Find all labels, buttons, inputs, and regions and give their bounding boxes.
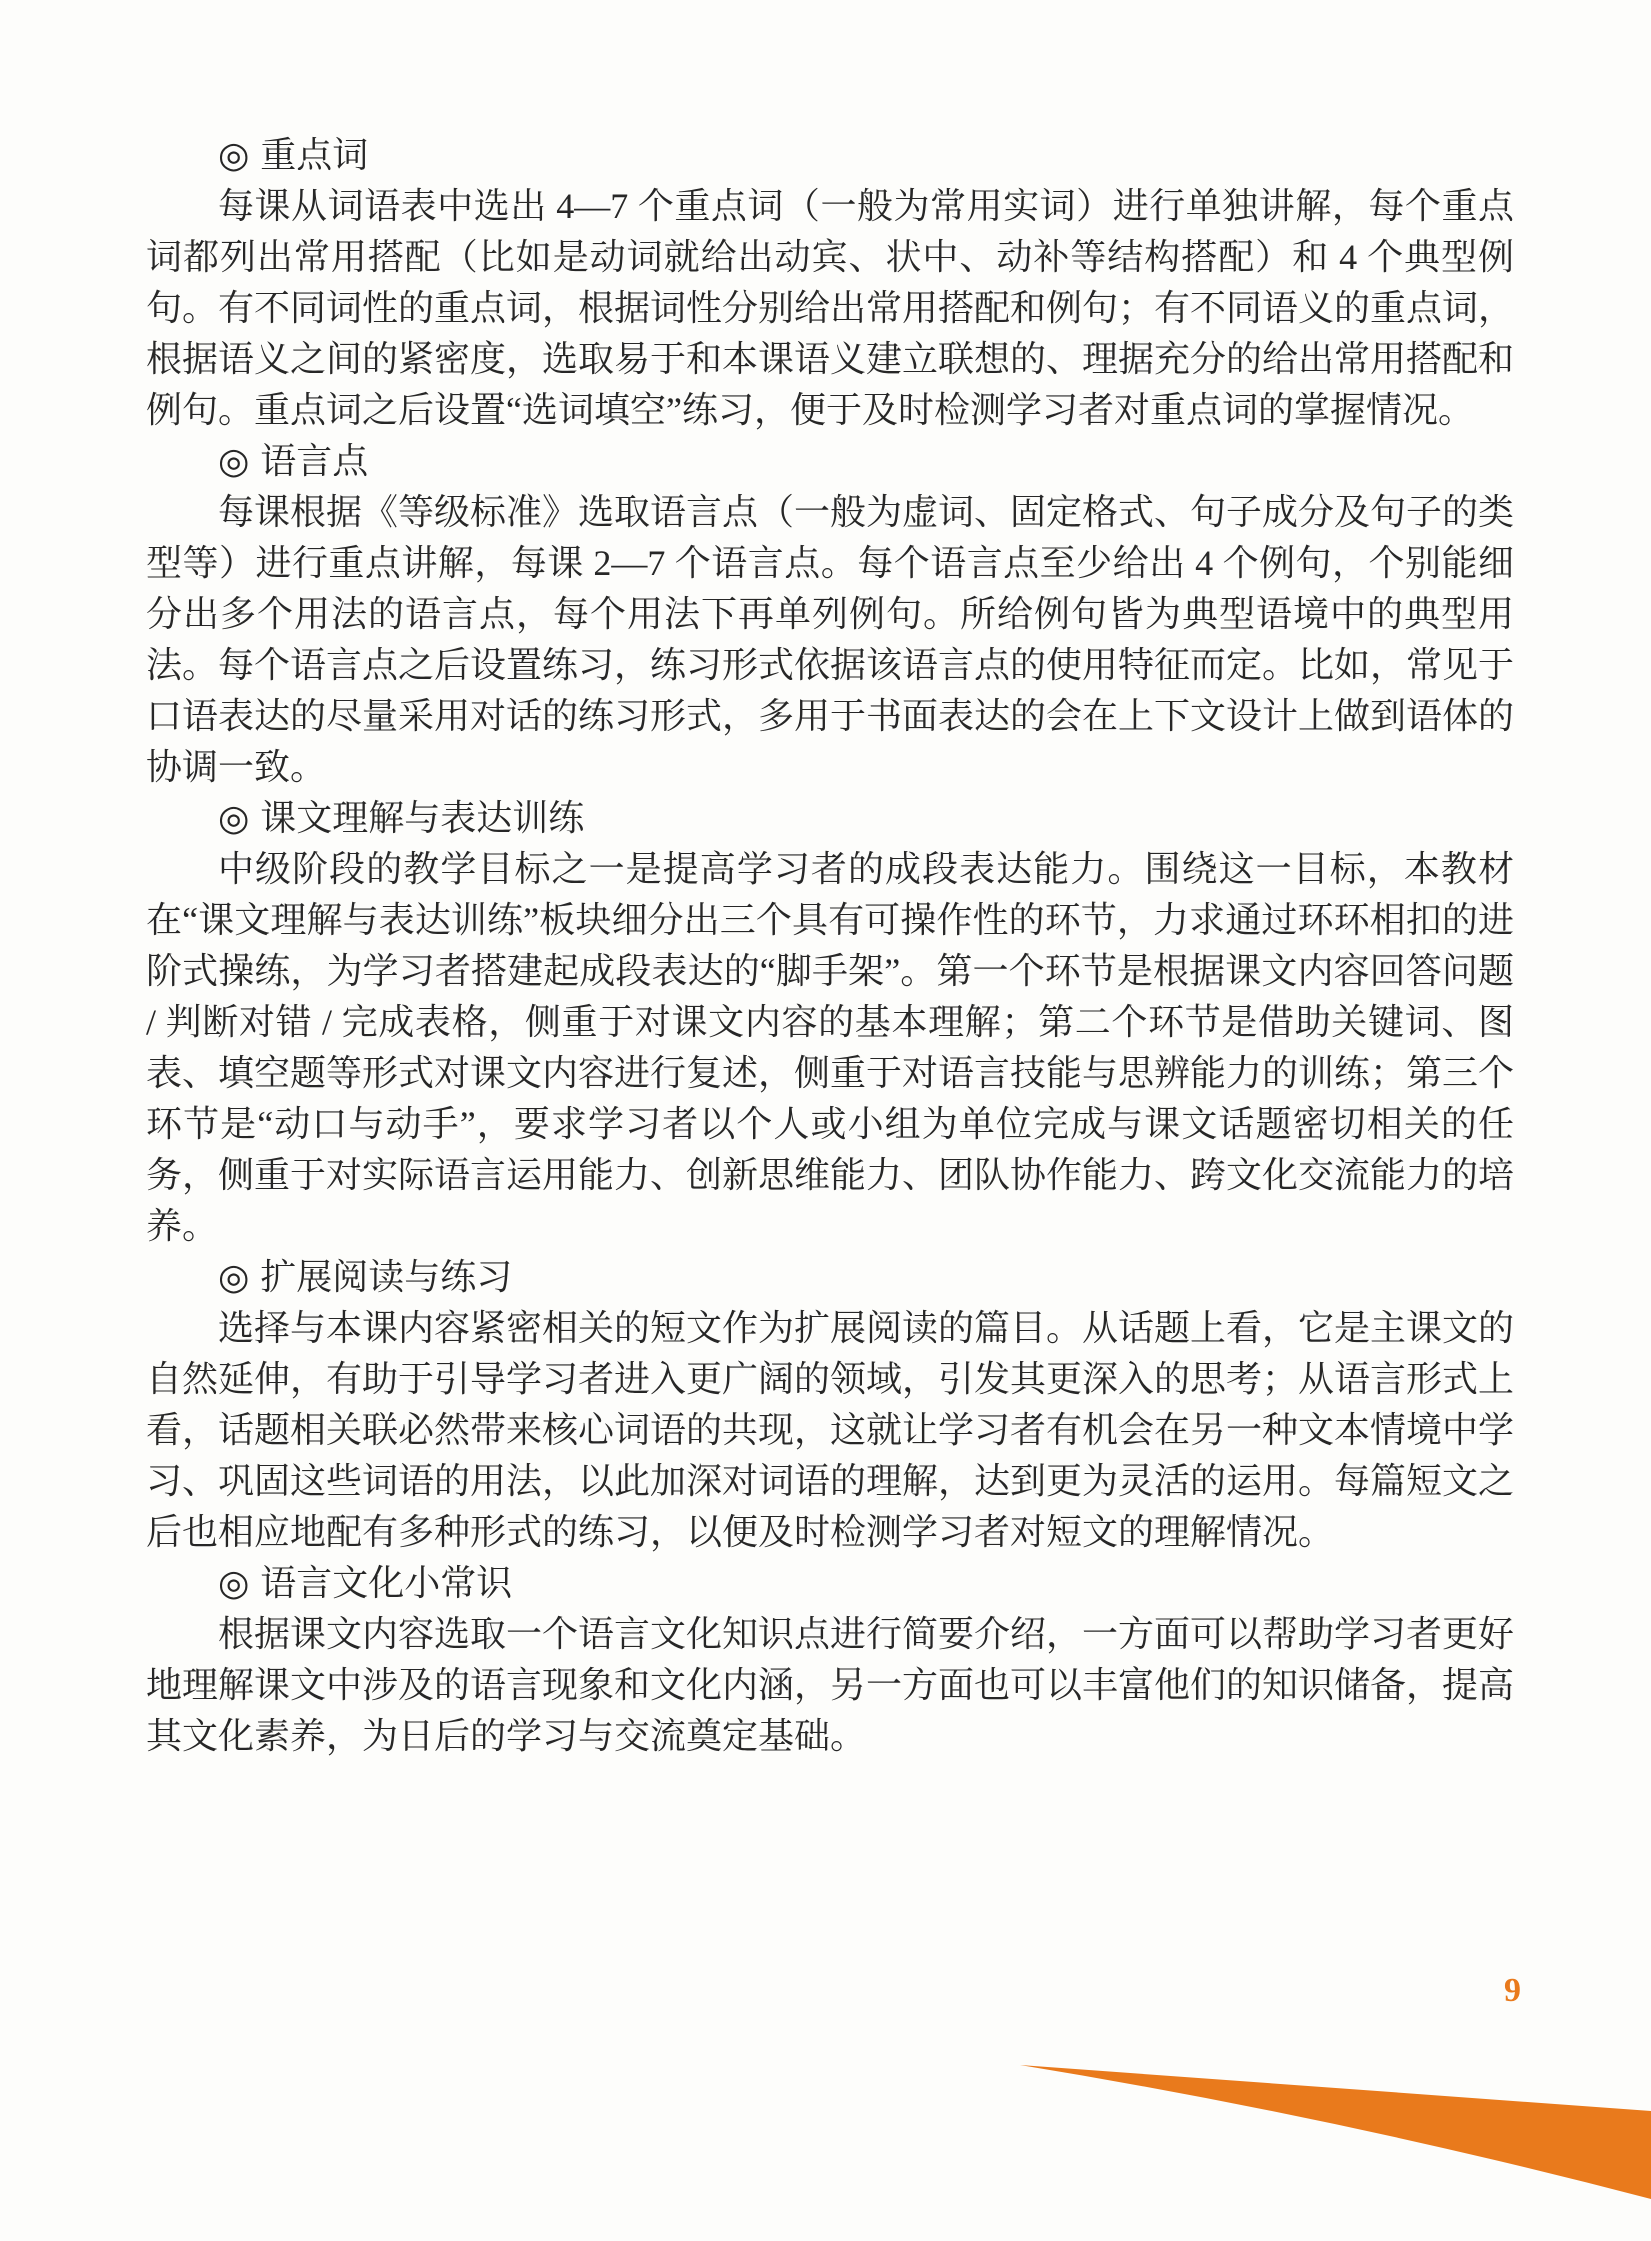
page-content xyxy=(146,130,1514,1762)
section-bullet-icon: ◎ xyxy=(218,441,250,481)
section-paragraph: 每课从词语表中选出 4—7 个重点词（一般为常用实词）进行单独讲解，每个重点词都列出常用搭配（比如是动词就给出动宾、状中、动补等结构搭配）和 4 个典型例句。有不同词性的重点词，根据词性分别给出常用搭配和例句；有不同语义的重点词，根据语义之间的紧密度，选取易于和本课语义建立联想的、理据充分的给出常用搭配和例句。重点词之后设置“选词填空”练习，便于及时检测学习者对重点词的掌握情况。 xyxy=(146,186,1515,430)
section-title: 重点词 xyxy=(260,135,369,175)
corner-swoosh-shape xyxy=(1018,2045,1651,2205)
section-language-points xyxy=(146,436,1514,793)
section-bullet-icon: ◎ xyxy=(218,1563,250,1603)
section-bullet-icon: ◎ xyxy=(218,798,250,838)
section-heading xyxy=(146,436,1514,487)
corner-decoration xyxy=(1018,2045,1651,2205)
section-heading xyxy=(146,1252,1514,1303)
section-keywords xyxy=(146,130,1514,436)
section-paragraph: 根据课文内容选取一个语言文化知识点进行简要介绍，一方面可以帮助学习者更好地理解课文中涉及的语言现象和文化内涵，另一方面也可以丰富他们的知识储备，提高其文化素养，为日后的学习与交流奠定基础。 xyxy=(146,1614,1515,1756)
section-heading xyxy=(146,1558,1514,1609)
section-paragraph: 选择与本课内容紧密相关的短文作为扩展阅读的篇目。从话题上看，它是主课文的自然延伸，有助于引导学习者进入更广阔的领域，引发其更深入的思考；从语言形式上看，话题相关联必然带来核心词语的共现，这就让学习者有机会在另一种文本情境中学习、巩固这些词语的用法，以此加深对词语的理解，达到更为灵活的运用。每篇短文之后也相应地配有多种形式的练习，以便及时检测学习者对短文的理解情况。 xyxy=(146,1308,1515,1552)
section-paragraph: 中级阶段的教学目标之一是提高学习者的成段表达能力。围绕这一目标，本教材在“课文理解与表达训练”板块细分出三个具有可操作性的环节，力求通过环环相扣的进阶式操练，为学习者搭建起成段表达的“脚手架”。第一个环节是根据课文内容回答问题 / 判断对错 / 完成表格，侧重于对课文内容的基本理解；第二个环节是借助关键词、图表、填空题等形式对课文内容进行复述，侧重于对语言技能与思辨能力的训练；第三个环节是“动口与动手”，要求学习者以个人或小组为单位完成与课文话题密切相关的任务，侧重于对实际语言运用能力、创新思维能力、团队协作能力、跨文化交流能力的培养。 xyxy=(146,849,1515,1246)
section-heading xyxy=(146,130,1514,181)
page-number: 9 xyxy=(1504,1972,1521,2009)
section-heading xyxy=(146,793,1514,844)
section-extended-reading xyxy=(146,1252,1514,1558)
section-title: 语言文化小常识 xyxy=(260,1563,513,1603)
section-title: 扩展阅读与练习 xyxy=(260,1257,513,1297)
section-culture-tips xyxy=(146,1558,1514,1762)
section-title: 语言点 xyxy=(260,441,369,481)
section-paragraph: 每课根据《等级标准》选取语言点（一般为虚词、固定格式、句子成分及句子的类型等）进行重点讲解，每课 2—7 个语言点。每个语言点至少给出 4 个例句，个别能细分出多个用法的语言点，每个用法下再单列例句。所给例句皆为典型语境中的典型用法。每个语言点之后设置练习，练习形式依据该语言点的使用特征而定。比如，常见于口语表达的尽量采用对话的练习形式，多用于书面表达的会在上下文设计上做到语体的协调一致。 xyxy=(146,492,1515,787)
section-title: 课文理解与表达训练 xyxy=(260,798,585,838)
section-bullet-icon: ◎ xyxy=(218,135,250,175)
section-comprehension-training xyxy=(146,793,1514,1252)
section-bullet-icon: ◎ xyxy=(218,1257,250,1297)
